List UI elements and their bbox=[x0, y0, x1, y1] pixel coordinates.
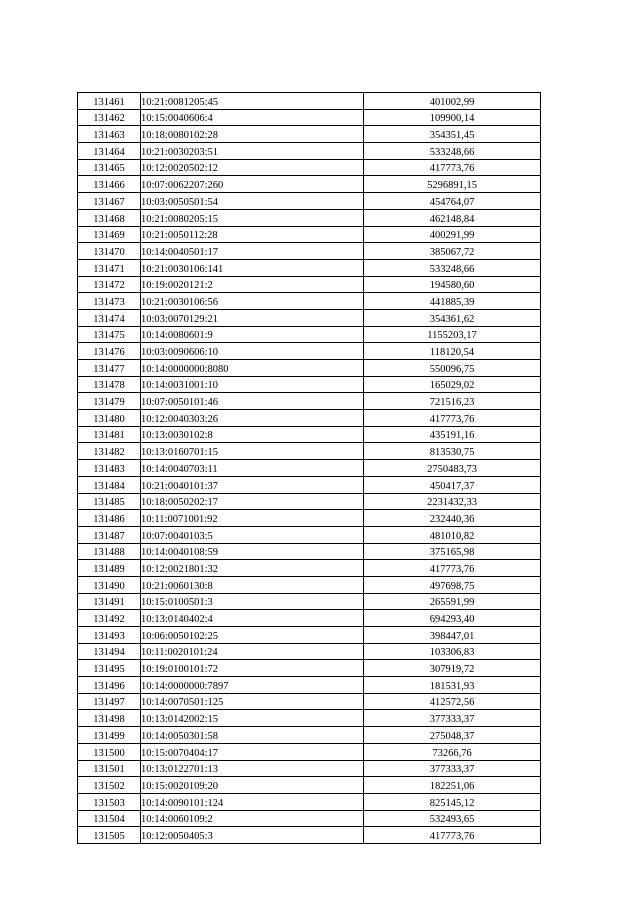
row-id-cell: 131498 bbox=[78, 710, 141, 727]
row-code-cell: 10:19:0020121:2 bbox=[141, 276, 364, 293]
row-id-cell: 131502 bbox=[78, 777, 141, 794]
table-row bbox=[78, 610, 541, 627]
row-amount-cell: 497698,75 bbox=[364, 576, 541, 593]
row-id-cell: 131465 bbox=[78, 159, 141, 176]
row-code-cell: 10:13:0160701:15 bbox=[141, 443, 364, 460]
table-row bbox=[78, 627, 541, 644]
row-amount-cell: 417773,76 bbox=[364, 410, 541, 427]
table-row bbox=[78, 109, 541, 126]
row-code-cell: 10:14:0050301:58 bbox=[141, 727, 364, 744]
row-code-cell: 10:21:0030203:51 bbox=[141, 143, 364, 160]
row-code-cell: 10:06:0050102:25 bbox=[141, 627, 364, 644]
row-code-cell: 10:21:0081205:45 bbox=[141, 93, 364, 110]
row-code-cell: 10:03:0090606:10 bbox=[141, 343, 364, 360]
row-id-cell: 131478 bbox=[78, 376, 141, 393]
row-code-cell: 10:21:0080205:15 bbox=[141, 209, 364, 226]
row-code-cell: 10:15:0020109:20 bbox=[141, 777, 364, 794]
row-code-cell: 10:21:0050112:28 bbox=[141, 226, 364, 243]
row-amount-cell: 307919,72 bbox=[364, 660, 541, 677]
row-amount-cell: 400291,99 bbox=[364, 226, 541, 243]
table-row bbox=[78, 443, 541, 460]
row-code-cell: 10:14:0070501:125 bbox=[141, 693, 364, 710]
row-code-cell: 10:12:0040303:26 bbox=[141, 410, 364, 427]
row-id-cell: 131493 bbox=[78, 627, 141, 644]
table-row bbox=[78, 159, 541, 176]
row-code-cell: 10:15:0040606:4 bbox=[141, 109, 364, 126]
row-code-cell: 10:07:0040103:5 bbox=[141, 526, 364, 543]
row-amount-cell: 1155203,17 bbox=[364, 326, 541, 343]
row-id-cell: 131481 bbox=[78, 426, 141, 443]
row-id-cell: 131490 bbox=[78, 576, 141, 593]
row-id-cell: 131494 bbox=[78, 643, 141, 660]
row-code-cell: 10:14:0090101:124 bbox=[141, 793, 364, 810]
row-amount-cell: 165029,02 bbox=[364, 376, 541, 393]
row-id-cell: 131496 bbox=[78, 677, 141, 694]
table-row bbox=[78, 326, 541, 343]
row-code-cell: 10:12:0050405:3 bbox=[141, 827, 364, 844]
row-amount-cell: 721516,23 bbox=[364, 393, 541, 410]
table-row bbox=[78, 460, 541, 477]
row-code-cell: 10:13:0142002:15 bbox=[141, 710, 364, 727]
row-code-cell: 10:15:0100501:3 bbox=[141, 593, 364, 610]
row-code-cell: 10:14:0000000:8080 bbox=[141, 360, 364, 377]
table-row bbox=[78, 360, 541, 377]
row-id-cell: 131500 bbox=[78, 743, 141, 760]
row-amount-cell: 118120,54 bbox=[364, 343, 541, 360]
row-amount-cell: 377333,37 bbox=[364, 760, 541, 777]
row-code-cell: 10:18:0080102:28 bbox=[141, 126, 364, 143]
row-id-cell: 131467 bbox=[78, 193, 141, 210]
table-row bbox=[78, 526, 541, 543]
row-amount-cell: 275048,37 bbox=[364, 727, 541, 744]
row-id-cell: 131484 bbox=[78, 476, 141, 493]
row-id-cell: 131477 bbox=[78, 360, 141, 377]
table-row bbox=[78, 243, 541, 260]
row-id-cell: 131472 bbox=[78, 276, 141, 293]
row-id-cell: 131499 bbox=[78, 727, 141, 744]
row-amount-cell: 109900,14 bbox=[364, 109, 541, 126]
row-amount-cell: 385067,72 bbox=[364, 243, 541, 260]
table-row bbox=[78, 810, 541, 827]
row-code-cell: 10:14:0040108:59 bbox=[141, 543, 364, 560]
row-amount-cell: 533248,66 bbox=[364, 143, 541, 160]
row-amount-cell: 412572,56 bbox=[364, 693, 541, 710]
row-amount-cell: 550096,75 bbox=[364, 360, 541, 377]
row-id-cell: 131491 bbox=[78, 593, 141, 610]
row-amount-cell: 481010,82 bbox=[364, 526, 541, 543]
row-amount-cell: 5296891,15 bbox=[364, 176, 541, 193]
row-amount-cell: 462148,84 bbox=[364, 209, 541, 226]
row-amount-cell: 377333,37 bbox=[364, 710, 541, 727]
row-code-cell: 10:12:0020502:12 bbox=[141, 159, 364, 176]
row-code-cell: 10:21:0040101:37 bbox=[141, 476, 364, 493]
row-code-cell: 10:13:0140402:4 bbox=[141, 610, 364, 627]
table-row bbox=[78, 93, 541, 110]
row-amount-cell: 417773,76 bbox=[364, 159, 541, 176]
table-row bbox=[78, 560, 541, 577]
row-code-cell: 10:12:0021801:32 bbox=[141, 560, 364, 577]
row-amount-cell: 232440,36 bbox=[364, 510, 541, 527]
table-row bbox=[78, 693, 541, 710]
table-row bbox=[78, 293, 541, 310]
row-amount-cell: 417773,76 bbox=[364, 560, 541, 577]
row-code-cell: 10:18:0050202:17 bbox=[141, 493, 364, 510]
row-id-cell: 131489 bbox=[78, 560, 141, 577]
data-table bbox=[77, 92, 541, 844]
row-id-cell: 131471 bbox=[78, 259, 141, 276]
table-row bbox=[78, 126, 541, 143]
row-id-cell: 131475 bbox=[78, 326, 141, 343]
table-row bbox=[78, 727, 541, 744]
table-row bbox=[78, 476, 541, 493]
row-id-cell: 131468 bbox=[78, 209, 141, 226]
table-row bbox=[78, 793, 541, 810]
table-row bbox=[78, 393, 541, 410]
row-id-cell: 131482 bbox=[78, 443, 141, 460]
row-amount-cell: 265591,99 bbox=[364, 593, 541, 610]
row-code-cell: 10:07:0062207:260 bbox=[141, 176, 364, 193]
row-amount-cell: 354351,45 bbox=[364, 126, 541, 143]
table-row bbox=[78, 143, 541, 160]
row-code-cell: 10:21:0060130:8 bbox=[141, 576, 364, 593]
table-row bbox=[78, 743, 541, 760]
row-id-cell: 131501 bbox=[78, 760, 141, 777]
row-code-cell: 10:11:0020101:24 bbox=[141, 643, 364, 660]
row-id-cell: 131492 bbox=[78, 610, 141, 627]
table-row bbox=[78, 677, 541, 694]
row-code-cell: 10:19:0100101:72 bbox=[141, 660, 364, 677]
row-amount-cell: 2750483,73 bbox=[364, 460, 541, 477]
row-amount-cell: 182251,06 bbox=[364, 777, 541, 794]
row-code-cell: 10:21:0030106:141 bbox=[141, 259, 364, 276]
row-id-cell: 131479 bbox=[78, 393, 141, 410]
row-code-cell: 10:14:0080601:9 bbox=[141, 326, 364, 343]
table-row bbox=[78, 710, 541, 727]
row-amount-cell: 435191,16 bbox=[364, 426, 541, 443]
row-amount-cell: 181531,93 bbox=[364, 677, 541, 694]
table-row bbox=[78, 510, 541, 527]
table-row bbox=[78, 643, 541, 660]
row-amount-cell: 532493,65 bbox=[364, 810, 541, 827]
row-code-cell: 10:14:0040501:17 bbox=[141, 243, 364, 260]
table-row bbox=[78, 209, 541, 226]
row-code-cell: 10:07:0050101:46 bbox=[141, 393, 364, 410]
table-row bbox=[78, 576, 541, 593]
row-code-cell: 10:14:0060109:2 bbox=[141, 810, 364, 827]
table-row bbox=[78, 660, 541, 677]
row-id-cell: 131464 bbox=[78, 143, 141, 160]
row-id-cell: 131488 bbox=[78, 543, 141, 560]
row-amount-cell: 2231432,33 bbox=[364, 493, 541, 510]
row-id-cell: 131483 bbox=[78, 460, 141, 477]
table-row bbox=[78, 226, 541, 243]
table-row bbox=[78, 760, 541, 777]
row-amount-cell: 375165,98 bbox=[364, 543, 541, 560]
table-body bbox=[78, 93, 541, 844]
table-row bbox=[78, 410, 541, 427]
row-amount-cell: 103306,83 bbox=[364, 643, 541, 660]
row-code-cell: 10:14:0000000:7897 bbox=[141, 677, 364, 694]
table-row bbox=[78, 309, 541, 326]
row-id-cell: 131505 bbox=[78, 827, 141, 844]
row-amount-cell: 450417,37 bbox=[364, 476, 541, 493]
table-row bbox=[78, 259, 541, 276]
row-id-cell: 131470 bbox=[78, 243, 141, 260]
row-id-cell: 131476 bbox=[78, 343, 141, 360]
row-code-cell: 10:21:0030106:56 bbox=[141, 293, 364, 310]
row-id-cell: 131463 bbox=[78, 126, 141, 143]
row-id-cell: 131480 bbox=[78, 410, 141, 427]
row-amount-cell: 194580,60 bbox=[364, 276, 541, 293]
row-id-cell: 131495 bbox=[78, 660, 141, 677]
row-id-cell: 131487 bbox=[78, 526, 141, 543]
row-amount-cell: 533248,66 bbox=[364, 259, 541, 276]
row-id-cell: 131473 bbox=[78, 293, 141, 310]
table-row bbox=[78, 827, 541, 844]
row-code-cell: 10:13:0122701:13 bbox=[141, 760, 364, 777]
row-id-cell: 131469 bbox=[78, 226, 141, 243]
row-code-cell: 10:13:0030102:8 bbox=[141, 426, 364, 443]
row-id-cell: 131503 bbox=[78, 793, 141, 810]
row-amount-cell: 825145,12 bbox=[364, 793, 541, 810]
row-code-cell: 10:14:0031001:10 bbox=[141, 376, 364, 393]
row-id-cell: 131486 bbox=[78, 510, 141, 527]
row-code-cell: 10:03:0050501:54 bbox=[141, 193, 364, 210]
row-id-cell: 131504 bbox=[78, 810, 141, 827]
table-row bbox=[78, 376, 541, 393]
row-amount-cell: 417773,76 bbox=[364, 827, 541, 844]
row-amount-cell: 813530,75 bbox=[364, 443, 541, 460]
row-id-cell: 131497 bbox=[78, 693, 141, 710]
table-row bbox=[78, 777, 541, 794]
row-amount-cell: 401002,99 bbox=[364, 93, 541, 110]
row-amount-cell: 454764,07 bbox=[364, 193, 541, 210]
row-code-cell: 10:03:0070129:21 bbox=[141, 309, 364, 326]
row-amount-cell: 398447,01 bbox=[364, 627, 541, 644]
row-amount-cell: 694293,40 bbox=[364, 610, 541, 627]
table-row bbox=[78, 543, 541, 560]
table-row bbox=[78, 276, 541, 293]
row-id-cell: 131462 bbox=[78, 109, 141, 126]
row-code-cell: 10:14:0040703:11 bbox=[141, 460, 364, 477]
table-row bbox=[78, 593, 541, 610]
row-code-cell: 10:11:0071001:92 bbox=[141, 510, 364, 527]
row-id-cell: 131466 bbox=[78, 176, 141, 193]
row-amount-cell: 354361,62 bbox=[364, 309, 541, 326]
table-row bbox=[78, 426, 541, 443]
table-row bbox=[78, 343, 541, 360]
table-row bbox=[78, 193, 541, 210]
row-id-cell: 131461 bbox=[78, 93, 141, 110]
row-amount-cell: 441885,39 bbox=[364, 293, 541, 310]
row-id-cell: 131474 bbox=[78, 309, 141, 326]
row-code-cell: 10:15:0070404:17 bbox=[141, 743, 364, 760]
row-amount-cell: 73266,76 bbox=[364, 743, 541, 760]
table-row bbox=[78, 493, 541, 510]
table-row bbox=[78, 176, 541, 193]
row-id-cell: 131485 bbox=[78, 493, 141, 510]
